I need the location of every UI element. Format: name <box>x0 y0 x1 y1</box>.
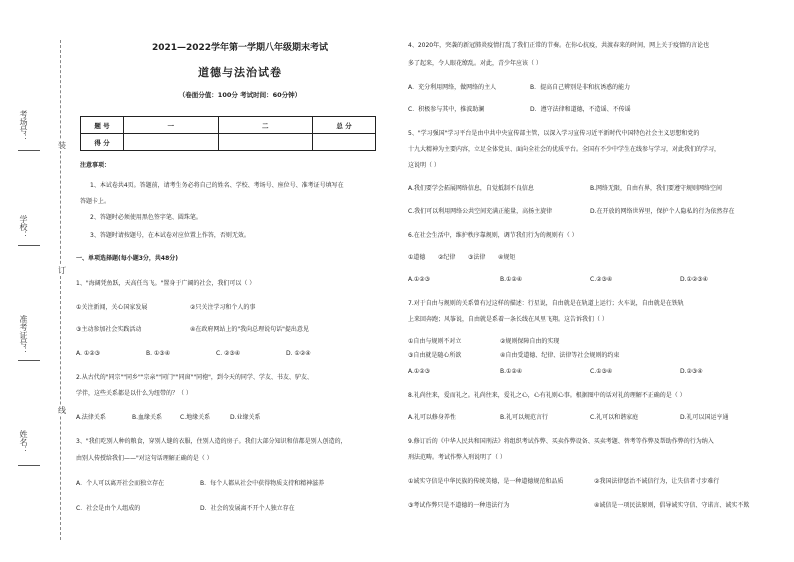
score-cell-part2[interactable] <box>218 134 313 151</box>
school-blank[interactable] <box>18 245 40 246</box>
binding-char-ding: 订 <box>58 266 66 275</box>
q8-choice-d[interactable]: D.礼可以国运亨通 <box>680 414 729 421</box>
exam-room-blank[interactable] <box>18 150 40 151</box>
name-blank[interactable] <box>18 465 40 466</box>
q2-choice-b[interactable]: B.血缘关系 <box>132 414 163 421</box>
q1-statement-1: ①关注新闻，关心国家发展 <box>76 304 148 311</box>
q7-statement-3: ③自由就是随心所欲 <box>408 352 462 359</box>
q8-choice-c[interactable]: C.礼可以和谐家庭 <box>590 414 639 421</box>
q2-stem-1: 2.从古代的"同宗""同乡""宗亲""同门""同窗""同袍"，到今天的同学、学友、书友、驴友、 <box>76 374 313 381</box>
q9-stem-1: 9.修订后的《中华人民共和国刑法》将组织考试作弊、买卖作弊设备、买卖考题、替考等作弊及帮助作弊的行为纳入 <box>408 438 714 445</box>
q3-choice-a[interactable]: A．个人可以离开社会而独立存在 <box>76 480 165 487</box>
q4-choice-d[interactable]: D．遵守法律和道德，不造谣、不传谣 <box>530 106 631 113</box>
binding-char-zhuang: 装 <box>58 141 66 150</box>
q4-choice-c[interactable]: C．积极参与其中，推波助澜 <box>408 106 485 113</box>
q2-choice-d[interactable]: D.业缘关系 <box>230 414 261 421</box>
q5-stem-2: 十九大精神为主要内容，立足全体党员、面向全社会的优质平台。全国有不少中学生在线参与学习，对此我们的学习， <box>408 146 721 153</box>
q8-stem: 8.礼尚往来，爱而礼之。礼尚往来，爱礼之心，心有礼则心事。根据图中的话对礼的理解不正确的是（ ） <box>408 392 686 399</box>
q1-choice-c[interactable]: C. ②③④ <box>216 350 241 357</box>
exam-id-blank[interactable] <box>18 360 40 361</box>
q1-choice-b[interactable]: B. ①③④ <box>146 350 171 357</box>
score-header-part1: 一 <box>124 117 219 134</box>
q7-stem-2: 上来回奔跑；风筝说，自由就是系着一条长线在风里飞翔。这告诉我们（ ） <box>408 316 608 323</box>
q1-statement-3: ③主动参加社会实践活动 <box>76 326 142 333</box>
score-header-part2: 二 <box>218 117 313 134</box>
q1-statement-2: ②只关注学习和个人的事 <box>190 304 256 311</box>
q9-statement-4: ④诚信是一项民法原则，倡导诚实守信、守诺言、诚实不欺 <box>594 502 750 509</box>
section1-heading: 一、单项选择题(每小题3分，共48分) <box>76 255 179 262</box>
q6-statement-3: ③法律 <box>468 254 486 261</box>
q6-statement-2: ②纪律 <box>438 254 456 261</box>
q2-choice-a[interactable]: A.法律关系 <box>76 414 106 421</box>
q7-statement-4: ④自由受道德、纪律、法律等社会规则的约束 <box>500 352 620 359</box>
q3-stem-2: 由别人传授给我们——"对这句话理解正确的是（ ） <box>76 455 213 462</box>
binding-dashed-line <box>60 40 61 540</box>
q2-choice-c[interactable]: C.地缘关系 <box>180 414 211 421</box>
q3-choice-d[interactable]: D．社会的发展离不开个人独立存在 <box>200 505 295 512</box>
score-header-total: 总 分 <box>313 117 376 134</box>
q4-stem-2: 多了起来，令人眼花缭乱。对此，青少年应该（ ） <box>408 60 542 67</box>
school-label: 学校： <box>19 215 28 239</box>
note-item-1-cont: 答题卡上。 <box>80 198 111 205</box>
subject-title: 道德与法治试卷 <box>198 66 282 79</box>
score-table <box>80 116 376 151</box>
q7-option-a[interactable]: A.①②③ <box>408 368 431 375</box>
q9-statement-2: ②我国法律惩治不诚信行为，让失信者寸步难行 <box>594 478 720 485</box>
exam-info: （卷面分值：100分 考试时间：60分钟） <box>178 91 302 99</box>
q6-option-c[interactable]: C.②③④ <box>590 276 613 283</box>
q1-statement-4: ④在政府网站上的"我向总理说句话"提出意见 <box>190 326 309 333</box>
q6-statement-4: ④规矩 <box>498 254 516 261</box>
q7-statement-1: ①自由与规则不对立 <box>408 338 462 345</box>
q1-stem: 1、"海阔凭鱼跃，天高任鸟飞。"置身于广阔的社会，我们可以（ ） <box>76 280 256 287</box>
q2-stem-2: 学伴，这些关系都是以什么为纽带的？（ ） <box>76 390 192 397</box>
q9-statement-3: ③考试作弊只是不道德的一种违法行为 <box>408 502 510 509</box>
q6-statement-1: ①道德 <box>408 254 426 261</box>
exam-room-label: 考场号： <box>19 110 28 142</box>
q8-choice-a[interactable]: A.礼可以修身养性 <box>408 414 456 421</box>
q5-choice-c[interactable]: C.我们可以利用网络公共空间充满正能量，高扬主旋律 <box>408 208 553 215</box>
q9-stem-2: 刑法范畴。考试作弊入刑说明了（ ） <box>408 454 506 461</box>
note-item-1: 1、本试卷共4页。答题前，请考生务必将自己的姓名、学校、考场号、座位号、准考证号填写在 <box>90 182 344 189</box>
q3-choice-b[interactable]: B．每个人都从社会中获得物质支持和精神滋养 <box>200 480 325 487</box>
note-item-2: 2、答题时必须使用黑色签字笔、圆珠笔。 <box>90 214 202 221</box>
q7-option-c[interactable]: C.①③④ <box>590 368 613 375</box>
q3-stem-1: 3、"我们吃别人种的粮食，穿别人缝的衣服，住别人造的房子。我们大部分知识和信都是别人创造的， <box>76 438 347 445</box>
q5-choice-b[interactable]: B.网络无限，自由有界，我们要遵守规则网络空间 <box>590 185 723 192</box>
q7-stem-1: 7.对于自由与规则的关系曾有过这样的描述：行星说，自由就是在轨道上运行；火车说，自由就是在铁轨 <box>408 300 684 307</box>
exam-title: 2021—2022学年第一学期八年级期末考试 <box>151 43 329 53</box>
score-cell-part1[interactable] <box>124 134 219 151</box>
q1-choice-a[interactable]: A. ①②③ <box>76 350 100 357</box>
q5-stem-1: 5、"学习强国"学习平台是由中共中央宣传部主管，以深入学习宣传习近平新时代中国特色社会主义思想和党的 <box>408 130 700 137</box>
q4-choice-b[interactable]: B．提高自己辨别是非和抗诱惑的能力 <box>530 84 631 91</box>
score-cell-total[interactable] <box>313 134 376 151</box>
q5-choice-d[interactable]: D.在开放的网络世界里，保护个人隐私的行为依然存在 <box>590 208 735 215</box>
score-row-label: 得 分 <box>81 134 124 151</box>
q7-option-d[interactable]: D.②③④ <box>680 368 703 375</box>
q4-stem-1: 4、2020年，突袭的新冠肺炎疫情打乱了我们正常的节奏。在你心抗疫，共渡春来的时间，网上关于疫情的言论也 <box>408 42 710 49</box>
q5-stem-3: 这说明（ ） <box>408 162 440 169</box>
exam-id-label: 准考证号： <box>19 315 28 355</box>
score-header-question: 题 号 <box>81 117 124 134</box>
q6-option-a[interactable]: A.①②③ <box>408 276 431 283</box>
q7-option-b[interactable]: B.①②④ <box>500 368 523 375</box>
q7-statement-2: ②规则保障自由的实现 <box>500 338 560 345</box>
q6-stem: 6.在社会生活中，维护秩序靠规则，调节我们行为的规则有（ ） <box>408 232 578 239</box>
q1-choice-d[interactable]: D. ①②④ <box>286 350 311 357</box>
note-item-3: 3、答题时请按题号，在本试卷对应位置上作答，否则无效。 <box>90 232 250 239</box>
notes-heading: 注意事项： <box>80 162 111 169</box>
q8-choice-b[interactable]: B.礼可以规范言行 <box>500 414 549 421</box>
q6-option-b[interactable]: B.①②④ <box>500 276 523 283</box>
q9-statement-1: ①诚实守信是中华民族的传统美德，是一种道德规范和品质 <box>408 478 564 485</box>
q6-option-d[interactable]: D.①②③④ <box>680 276 709 283</box>
q3-choice-c[interactable]: C．社会是由个人组成的 <box>76 505 141 512</box>
name-label: 姓名： <box>19 430 28 454</box>
q4-choice-a[interactable]: A．充分利用网络，做网络的主人 <box>408 84 497 91</box>
binding-char-xian: 线 <box>58 406 66 415</box>
q5-choice-a[interactable]: A.我们要学会拓展网络信息，自觉抵制不良信息 <box>408 185 534 192</box>
